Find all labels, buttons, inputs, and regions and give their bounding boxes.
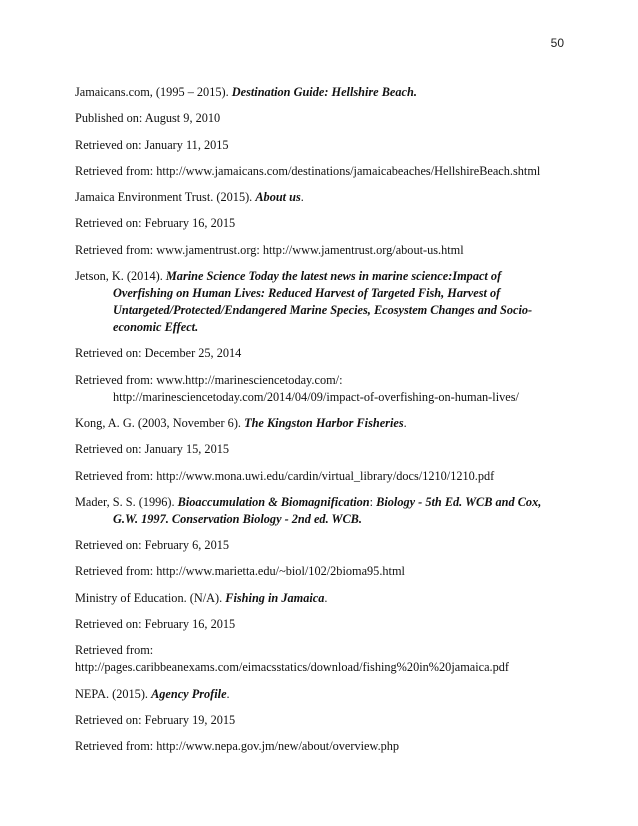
reference-line: Retrieved on: February 16, 2015: [75, 216, 236, 231]
reference-entry: [75, 642, 565, 676]
page-number: 50: [550, 36, 564, 50]
reference-line: Retrieved on: January 11, 2015: [75, 137, 229, 152]
reference-line: Retrieved on: December 25, 2014: [75, 346, 242, 361]
citation-title: The Kingston Harbor Fisheries: [244, 415, 404, 430]
citation-text: NEPA. (2015).: [75, 686, 152, 701]
reference-line: [75, 590, 565, 607]
reference-line: Retrieved from: http://www.marietta.edu/~biol/102/2bioma95.html: [75, 564, 405, 579]
reference-continuation: Untargeted/Protected/Endangered Marine Species, Ecosystem Changes and Socio-: [113, 303, 533, 318]
citation-text: Ministry of Education. (N/A).: [75, 590, 226, 605]
citation-title: Fishing in Jamaica: [225, 590, 325, 605]
reference-line: Retrieved on: February 19, 2015: [75, 712, 236, 727]
reference-entry: [75, 372, 565, 406]
citation-text: Mader, S. S. (1996).: [75, 494, 178, 509]
citation-title: Biology - 5th Ed. WCB and Cox,: [376, 494, 542, 509]
reference-line: Retrieved on: February 6, 2015: [75, 538, 230, 553]
citation-punctuation: :: [369, 494, 377, 509]
reference-line: [75, 84, 565, 101]
reference-continuation: Overfishing on Human Lives: Reduced Harvest of Targeted Fish, Harvest of: [113, 286, 501, 301]
citation-title: Agency Profile: [151, 686, 227, 701]
reference-first-line: [75, 268, 565, 285]
reference-line: Retrieved from: http://www.jamaicans.com/destinations/jamaicabeaches/HellshireBeach.shtml: [75, 163, 541, 178]
reference-line: [75, 189, 565, 206]
references-list: [75, 84, 565, 765]
citation-text: Kong, A. G. (2003, November 6).: [75, 415, 245, 430]
citation-title: Marine Science Today the latest news in marine science:Impact of: [165, 269, 502, 284]
reference-first-line: Retrieved from: www.http://marinesciencetoday.com/:: [75, 372, 343, 387]
reference-line: Retrieved on: February 16, 2015: [75, 617, 236, 632]
citation-text: Jetson, K. (2014).: [75, 269, 166, 284]
reference-continuation: http://pages.caribbeanexams.com/eimacsstatics/download/fishing%20in%20jamaica.pdf: [75, 660, 510, 675]
reference-first-line: Retrieved from:: [75, 643, 154, 658]
reference-entry: [75, 268, 565, 336]
reference-line: [75, 415, 565, 432]
reference-line: Retrieved from: http://www.nepa.gov.jm/new/about/overview.php: [75, 739, 400, 754]
reference-entry: [75, 494, 565, 528]
citation-title: About us: [255, 190, 301, 205]
reference-continuation: economic Effect.: [113, 320, 199, 335]
citation-punctuation: .: [403, 415, 407, 430]
reference-line: [75, 686, 565, 703]
reference-continuation: G.W. 1997. Conservation Biology - 2nd ed. WCB.: [113, 511, 362, 526]
reference-line: Published on: August 9, 2010: [75, 111, 221, 126]
citation-punctuation: .: [226, 686, 230, 701]
reference-line: Retrieved on: January 15, 2015: [75, 442, 230, 457]
reference-line: Retrieved from: www.jamentrust.org: http://www.jamentrust.org/about-us.html: [75, 242, 464, 257]
citation-title: Bioaccumulation & Biomagnification: [177, 494, 370, 509]
citation-text: Jamaica Environment Trust. (2015).: [75, 190, 256, 205]
reference-line: Retrieved from: http://www.mona.uwi.edu/cardin/virtual_library/docs/1210/1210.pdf: [75, 468, 495, 483]
reference-continuation: http://marinesciencetoday.com/2014/04/09/impact-of-overfishing-on-human-lives/: [113, 389, 519, 404]
citation-punctuation: .: [324, 590, 328, 605]
citation-punctuation: .: [300, 190, 304, 205]
citation-text: Jamaicans.com, (1995 – 2015).: [75, 85, 232, 99]
citation-title: Destination Guide: Hellshire Beach.: [231, 85, 417, 99]
reference-first-line: [75, 494, 565, 511]
